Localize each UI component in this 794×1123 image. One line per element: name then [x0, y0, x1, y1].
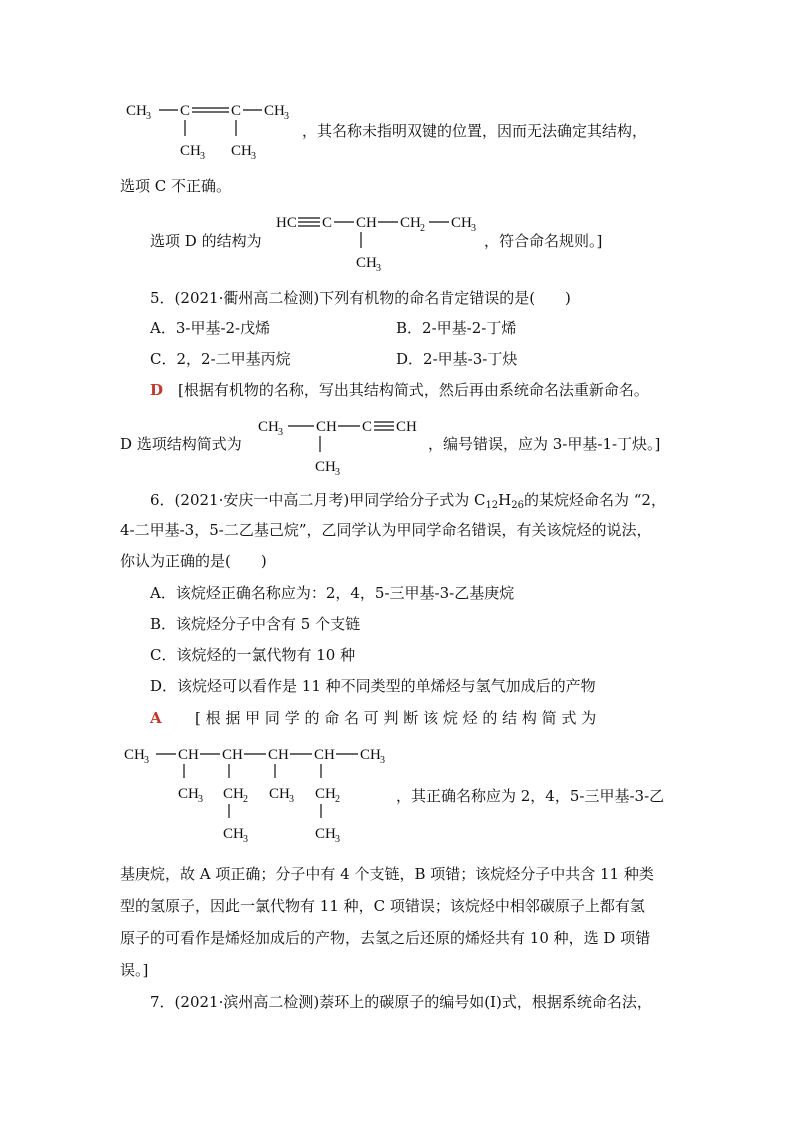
svg-text:CH: CH [451, 215, 472, 231]
svg-text:CH: CH [356, 255, 377, 271]
svg-text:3: 3 [380, 755, 385, 766]
svg-text:2: 2 [243, 794, 248, 805]
svg-text:HC: HC [276, 215, 297, 231]
svg-text:3: 3 [289, 794, 294, 805]
s2-prefix: 选项 D 的结构为 [150, 232, 262, 250]
svg-text:CH: CH [315, 786, 336, 802]
svg-text:3: 3 [335, 467, 340, 478]
svg-text:3: 3 [278, 427, 283, 438]
q6-stem-1: 6．(2021·安庆一中高二月考)甲同学给分子式为 $C_{12}H_{26}$的某烷烃命名为 “2， [150, 491, 666, 511]
svg-text:2: 2 [420, 223, 425, 234]
svg-text:CH: CH [316, 419, 337, 435]
svg-text:C: C [322, 215, 333, 231]
q6-explain-1: [ 根 据 甲 同 学 的 命 名 可 判 断 该 烷 烃 的 结 构 简 式 为 [195, 709, 597, 727]
svg-text:CH: CH [178, 786, 199, 802]
q6-option-d: D．该烷烃可以看作是 11 种不同类型的单烯烃与氢气加成后的产物 [150, 677, 596, 695]
svg-text:CH: CH [258, 419, 279, 435]
svg-text:CH: CH [400, 215, 421, 231]
svg-text:3: 3 [376, 263, 381, 274]
structure-heptane [124, 742, 404, 858]
svg-text:CH: CH [231, 143, 252, 159]
structure-butyne [258, 414, 428, 482]
q5-option-a: A．3-甲基-2-戊烯 [150, 319, 271, 337]
q5-explain-1: [根据有机物的名称，写出其结构简式，然后再由系统命名法重新命名。 [178, 381, 649, 399]
q5-stem: 5．(2021·衢州高二检测)下列有机物的命名肯定错误的是( ) [150, 289, 571, 307]
svg-text:CH: CH [223, 826, 244, 842]
q6-explain-6: 误。] [120, 961, 149, 979]
svg-text:3: 3 [471, 223, 476, 234]
q5-option-b: B．2-甲基-2-丁烯 [396, 319, 517, 337]
q6-stem-3: 你认为正确的是( ) [120, 552, 267, 570]
svg-text:3: 3 [335, 834, 340, 845]
svg-text:CH: CH [268, 747, 289, 763]
q5-explain-2-tail: ，编号错误，应为 3-甲基-1-丁炔。] [428, 435, 661, 453]
svg-text:CH: CH [315, 826, 336, 842]
q6-explain-mid: ，其正确名称应为 2，4，5-三甲基-3-乙 [396, 787, 665, 805]
svg-text:C: C [180, 103, 191, 119]
q5-option-d: D．2-甲基-3-丁炔 [396, 350, 518, 368]
svg-text:3: 3 [243, 834, 248, 845]
svg-text:CH: CH [180, 143, 201, 159]
svg-text:3: 3 [146, 111, 151, 122]
svg-text:CH: CH [124, 747, 145, 763]
svg-text:CH: CH [178, 747, 199, 763]
svg-text:CH: CH [314, 747, 335, 763]
svg-text:CH: CH [223, 786, 244, 802]
structure-pentyne [276, 210, 496, 278]
q5-explain-2-prefix: D 选项结构简式为 [120, 435, 242, 453]
svg-text:3: 3 [200, 151, 205, 162]
svg-text:C: C [362, 419, 373, 435]
q6-option-b: B．该烷烃分子中含有 5 个支链 [150, 615, 361, 633]
q6-option-c: C．该烷烃的一氯代物有 10 种 [150, 646, 356, 664]
atom-ch: CH [126, 103, 147, 119]
q6-explain-4: 型的氢原子，因此一氯代物有 11 种，C 项错误；该烷烃中相邻碳原子上都有氢 [120, 897, 645, 915]
svg-text:C: C [231, 103, 242, 119]
svg-text:3: 3 [198, 794, 203, 805]
q5-option-c: C．2，2-二甲基丙烷 [150, 350, 291, 368]
svg-text:CH: CH [264, 103, 285, 119]
svg-text:3: 3 [284, 111, 289, 122]
q6-stem-2: 4-二甲基-3，5-二乙基己烷”，乙同学认为甲同学命名错误，有关该烷烃的说法， [120, 521, 652, 539]
s2-tail: ，符合命名规则。] [484, 232, 603, 250]
q6-explain-5: 原子的可看作是烯烃加成后的产物，去氢之后还原的烯烃共有 10 种，选 D 项错 [120, 929, 651, 947]
q7-stem: 7．(2021·滨州高二检测)萘环上的碳原子的编号如(Ⅰ)式，根据系统命名法， [150, 993, 652, 1011]
structure-butene [126, 98, 306, 172]
svg-text:CH: CH [222, 747, 243, 763]
s1-line2: 选项 C 不正确。 [120, 177, 232, 195]
svg-text:CH: CH [360, 747, 381, 763]
svg-text:CH: CH [396, 419, 417, 435]
q5-answer: D [150, 381, 164, 399]
svg-text:CH: CH [356, 215, 377, 231]
q6-option-a: A．该烷烃正确名称应为：2，4，5-三甲基-3-乙基庚烷 [150, 584, 515, 602]
svg-text:CH: CH [315, 459, 336, 475]
svg-text:3: 3 [144, 755, 149, 766]
s1-tail: ，其名称未指明双键的位置，因而无法确定其结构， [302, 122, 648, 140]
q6-explain-3: 基庚烷，故 A 项正确；分子中有 4 个支链，B 项错；该烷烃分子中共含 11 种类 [120, 865, 654, 883]
q6-answer: A [150, 709, 162, 727]
svg-text:2: 2 [335, 794, 340, 805]
svg-text:CH: CH [269, 786, 290, 802]
svg-text:3: 3 [251, 151, 256, 162]
